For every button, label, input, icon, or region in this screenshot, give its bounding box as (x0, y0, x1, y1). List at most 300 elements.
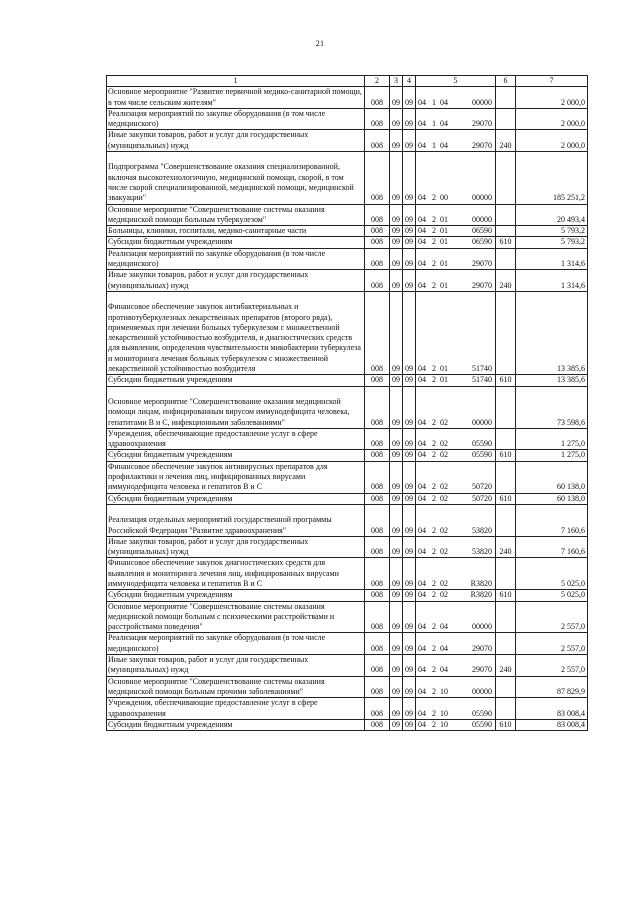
expense-type-code (496, 248, 516, 270)
table-row (107, 601, 588, 633)
page-number: 21 (315, 39, 325, 48)
row-name: Иные закупки товаров, работ и услуг для государственных (муниципальных) нужд (107, 655, 365, 677)
section-code: 09 (390, 450, 403, 461)
amount-value: 13 385,6 (516, 375, 588, 386)
target-article-part-4: 29070 (472, 665, 492, 675)
table-row (107, 676, 588, 698)
target-article-code (416, 248, 496, 270)
amount-value: 83 008,4 (516, 719, 588, 730)
target-article-code (416, 493, 496, 504)
target-article-part-2: 2 (432, 622, 436, 632)
target-article-part-4: 29070 (472, 140, 492, 150)
target-article-part-2: 2 (432, 547, 436, 557)
target-article-part-2: 2 (432, 417, 436, 427)
amount-value: 1 314,6 (516, 270, 588, 292)
target-article-part-4: 51740 (472, 364, 492, 374)
subsection-code: 09 (403, 450, 416, 461)
target-article-part-1: 04 (418, 643, 426, 653)
target-article-part-1: 04 (418, 482, 426, 492)
amount-value: 2 000,0 (516, 87, 588, 109)
row-name: Больницы, клиники, госпитали, медико-санитарные части (107, 226, 365, 237)
row-name: Основное мероприятие "Совершенствование системы оказания медицинской помощи больным с психическими расстройствами и расстройствами поведения" (107, 601, 365, 633)
target-article-part-3: 04 (440, 140, 448, 150)
section-code: 09 (390, 270, 403, 292)
table-row (107, 461, 588, 493)
section-code: 09 (390, 152, 403, 205)
target-article-parts (416, 547, 495, 557)
row-name: Субсидии бюджетным учреждениям (107, 450, 365, 461)
target-article-code (416, 226, 496, 237)
target-article-part-3: 00 (440, 193, 448, 203)
target-article-part-2: 2 (432, 482, 436, 492)
target-article-part-4: 50720 (472, 482, 492, 492)
section-code: 09 (390, 633, 403, 655)
section-code: 09 (390, 237, 403, 248)
amount-value: 2 557,0 (516, 601, 588, 633)
subsection-code: 09 (403, 590, 416, 601)
subsection-code: 09 (403, 226, 416, 237)
table-row (107, 87, 588, 109)
target-article-part-3: 04 (440, 97, 448, 107)
target-article-code (416, 375, 496, 386)
section-code: 09 (390, 291, 403, 374)
expense-type-code (496, 558, 516, 590)
section-code: 09 (390, 655, 403, 677)
target-article-parts (416, 622, 495, 632)
expense-type-code: 240 (496, 655, 516, 677)
subsection-code: 09 (403, 291, 416, 374)
expense-type-code (496, 601, 516, 633)
target-article-part-3: 01 (440, 237, 448, 247)
header-col-7: 7 (516, 76, 588, 87)
subsection-code: 09 (403, 558, 416, 590)
section-code: 09 (390, 590, 403, 601)
target-article-code (416, 428, 496, 450)
table-row (107, 558, 588, 590)
row-name: Субсидии бюджетным учреждениям (107, 493, 365, 504)
amount-value: 13 385,6 (516, 291, 588, 374)
section-code: 09 (390, 204, 403, 226)
target-article-parts (416, 193, 495, 203)
row-name: Реализация отдельных мероприятий государственной программы Российской Федерации "Развитие здравоохранения" (107, 504, 365, 536)
target-article-part-3: 10 (440, 719, 448, 729)
expense-type-code (496, 676, 516, 698)
target-article-part-4: 06590 (472, 226, 492, 236)
target-article-part-4: 29070 (472, 259, 492, 269)
target-article-part-1: 04 (418, 708, 426, 718)
expense-type-code (496, 428, 516, 450)
target-article-code (416, 536, 496, 558)
subsection-code: 09 (403, 386, 416, 428)
row-name: Реализация мероприятий по закупке оборудования (в том числе медицинского) (107, 108, 365, 130)
table-row (107, 152, 588, 205)
amount-value: 60 138,0 (516, 461, 588, 493)
ministry-code: 008 (365, 558, 390, 590)
ministry-code: 008 (365, 719, 390, 730)
ministry-code: 008 (365, 237, 390, 248)
row-name: Реализация мероприятий по закупке оборудования (в том числе медицинского) (107, 248, 365, 270)
amount-value: 73 598,6 (516, 386, 588, 428)
target-article-parts (416, 364, 495, 374)
amount-value: 1 275,0 (516, 450, 588, 461)
section-code: 09 (390, 375, 403, 386)
subsection-code: 09 (403, 601, 416, 633)
target-article-part-3: 01 (440, 214, 448, 224)
row-name: Иные закупки товаров, работ и услуг для государственных (муниципальных) нужд (107, 130, 365, 152)
target-article-part-2: 2 (432, 525, 436, 535)
target-article-parts (416, 720, 495, 730)
target-article-parts (416, 141, 495, 151)
target-article-parts (416, 375, 495, 385)
target-article-code (416, 204, 496, 226)
target-article-part-4: 00000 (472, 686, 492, 696)
target-article-part-3: 02 (440, 439, 448, 449)
row-name: Субсидии бюджетным учреждениям (107, 719, 365, 730)
row-name: Учреждения, обеспечивающие предоставление услуг в сфере здравоохранения (107, 428, 365, 450)
target-article-code (416, 291, 496, 374)
target-article-part-1: 04 (418, 97, 426, 107)
table-row (107, 108, 588, 130)
target-article-part-1: 04 (418, 417, 426, 427)
target-article-part-2: 1 (432, 97, 436, 107)
subsection-code: 09 (403, 676, 416, 698)
table-row (107, 450, 588, 461)
amount-value: 83 008,4 (516, 698, 588, 720)
target-article-part-1: 04 (418, 578, 426, 588)
target-article-part-1: 04 (418, 119, 426, 129)
target-article-part-4: R3820 (470, 578, 492, 588)
target-article-parts (416, 226, 495, 236)
subsection-code: 09 (403, 504, 416, 536)
target-article-parts (416, 482, 495, 492)
subsection-code: 09 (403, 633, 416, 655)
ministry-code: 008 (365, 226, 390, 237)
target-article-part-2: 2 (432, 237, 436, 247)
target-article-code (416, 461, 496, 493)
expense-type-code: 610 (496, 450, 516, 461)
amount-value: 5 025,0 (516, 590, 588, 601)
table-row (107, 655, 588, 677)
ministry-code: 008 (365, 601, 390, 633)
header-col-1: 1 (107, 76, 365, 87)
table-row (107, 633, 588, 655)
target-article-part-3: 04 (440, 643, 448, 653)
table-row (107, 226, 588, 237)
table-body (107, 87, 588, 731)
ministry-code: 008 (365, 428, 390, 450)
row-name: Учреждения, обеспечивающие предоставление услуг в сфере здравоохранения (107, 698, 365, 720)
target-article-code (416, 633, 496, 655)
target-article-code (416, 450, 496, 461)
target-article-part-3: 01 (440, 226, 448, 236)
expense-type-code: 610 (496, 375, 516, 386)
target-article-part-2: 2 (432, 708, 436, 718)
amount-value: 87 829,9 (516, 676, 588, 698)
row-name: Основное мероприятие "Совершенствование системы оказания медицинской помощи больным прочими заболеваниями" (107, 676, 365, 698)
expense-type-code (496, 152, 516, 205)
row-name: Основное мероприятие "Развитие первичной медико-санитарной помощи, в том числе сельским жителям" (107, 87, 365, 109)
ministry-code: 008 (365, 270, 390, 292)
target-article-part-3: 01 (440, 364, 448, 374)
target-article-code (416, 504, 496, 536)
target-article-part-4: 53820 (472, 547, 492, 557)
target-article-parts (416, 665, 495, 675)
target-article-parts (416, 439, 495, 449)
target-article-part-4: 53820 (472, 525, 492, 535)
row-name: Подпрограмма "Совершенствование оказания специализированной, включая высокотехнологичную, медицинской помощи, скорой, в том числе скорой специализированной, медицинской помощи, медицинской эвакуации" (107, 152, 365, 205)
ministry-code: 008 (365, 655, 390, 677)
subsection-code: 09 (403, 248, 416, 270)
target-article-part-4: 05590 (472, 450, 492, 460)
table-row (107, 428, 588, 450)
expense-type-code (496, 461, 516, 493)
target-article-part-4: 00000 (472, 417, 492, 427)
expense-type-code (496, 108, 516, 130)
amount-value: 2 000,0 (516, 108, 588, 130)
target-article-code (416, 270, 496, 292)
target-article-part-3: 10 (440, 708, 448, 718)
expense-type-code: 240 (496, 536, 516, 558)
target-article-parts (416, 450, 495, 460)
target-article-part-2: 2 (432, 439, 436, 449)
target-article-part-3: 10 (440, 686, 448, 696)
table-row (107, 504, 588, 536)
target-article-part-3: 02 (440, 493, 448, 503)
section-code: 09 (390, 536, 403, 558)
subsection-code: 09 (403, 108, 416, 130)
row-name: Основное мероприятие "Совершенствование оказания медицинской помощи лицам, инфицированным вирусом иммунодефицита человека, гепатитами В и С, инфекционными заболеваниями" (107, 386, 365, 428)
target-article-part-4: 00000 (472, 193, 492, 203)
target-article-part-4: 00000 (472, 214, 492, 224)
target-article-parts (416, 590, 495, 600)
target-article-parts (416, 215, 495, 225)
target-article-parts (416, 687, 495, 697)
ministry-code: 008 (365, 204, 390, 226)
expense-type-code: 610 (496, 237, 516, 248)
section-code: 09 (390, 428, 403, 450)
row-name: Финансовое обеспечение закупок антивирусных препаратов для профилактики и лечения лиц, инфицированных вирусами иммунодефицита человека и гепатитов В и С (107, 461, 365, 493)
target-article-part-1: 04 (418, 525, 426, 535)
section-code: 09 (390, 504, 403, 536)
table-row (107, 536, 588, 558)
amount-value: 185 251,2 (516, 152, 588, 205)
subsection-code: 09 (403, 655, 416, 677)
expense-type-code (496, 291, 516, 374)
target-article-part-1: 04 (418, 493, 426, 503)
target-article-part-2: 2 (432, 686, 436, 696)
target-article-part-2: 2 (432, 375, 436, 385)
target-article-part-4: 29070 (472, 119, 492, 129)
row-name: Иные закупки товаров, работ и услуг для государственных (муниципальных) нужд (107, 536, 365, 558)
section-code: 09 (390, 676, 403, 698)
section-code: 09 (390, 226, 403, 237)
target-article-part-2: 2 (432, 590, 436, 600)
target-article-parts (416, 418, 495, 428)
section-code: 09 (390, 87, 403, 109)
target-article-part-2: 2 (432, 450, 436, 460)
table-row (107, 130, 588, 152)
target-article-part-2: 2 (432, 493, 436, 503)
target-article-parts (416, 119, 495, 129)
subsection-code: 09 (403, 152, 416, 205)
target-article-parts (416, 494, 495, 504)
target-article-part-3: 02 (440, 525, 448, 535)
target-article-part-4: 00000 (472, 622, 492, 632)
amount-value: 5 025,0 (516, 558, 588, 590)
amount-value: 1 314,6 (516, 248, 588, 270)
expense-type-code (496, 204, 516, 226)
subsection-code: 09 (403, 719, 416, 730)
ministry-code: 008 (365, 504, 390, 536)
subsection-code: 09 (403, 204, 416, 226)
table-row (107, 590, 588, 601)
expense-type-code: 610 (496, 590, 516, 601)
target-article-part-1: 04 (418, 590, 426, 600)
header-col-6: 6 (496, 76, 516, 87)
ministry-code: 008 (365, 633, 390, 655)
subsection-code: 09 (403, 461, 416, 493)
target-article-part-3: 02 (440, 482, 448, 492)
target-article-part-2: 2 (432, 364, 436, 374)
section-code: 09 (390, 719, 403, 730)
target-article-part-1: 04 (418, 665, 426, 675)
target-article-part-4: 50720 (472, 493, 492, 503)
target-article-part-4: 51740 (472, 375, 492, 385)
ministry-code: 008 (365, 291, 390, 374)
target-article-code (416, 601, 496, 633)
target-article-code (416, 386, 496, 428)
target-article-code (416, 152, 496, 205)
target-article-part-3: 01 (440, 280, 448, 290)
table-row (107, 493, 588, 504)
table-row (107, 291, 588, 374)
target-article-part-3: 02 (440, 450, 448, 460)
ministry-code: 008 (365, 493, 390, 504)
ministry-code: 008 (365, 248, 390, 270)
target-article-part-2: 2 (432, 665, 436, 675)
target-article-part-3: 02 (440, 590, 448, 600)
header-row (107, 76, 588, 87)
expense-type-code (496, 386, 516, 428)
ministry-code: 008 (365, 461, 390, 493)
ministry-code: 008 (365, 536, 390, 558)
target-article-parts (416, 644, 495, 654)
target-article-part-1: 04 (418, 237, 426, 247)
target-article-part-4: 05590 (472, 439, 492, 449)
section-code: 09 (390, 108, 403, 130)
target-article-part-1: 04 (418, 375, 426, 385)
section-code: 09 (390, 698, 403, 720)
target-article-code (416, 87, 496, 109)
ministry-code: 008 (365, 590, 390, 601)
table-row (107, 270, 588, 292)
subsection-code: 09 (403, 536, 416, 558)
target-article-part-1: 04 (418, 719, 426, 729)
target-article-part-1: 04 (418, 280, 426, 290)
expense-type-code: 240 (496, 270, 516, 292)
ministry-code: 008 (365, 375, 390, 386)
target-article-part-2: 2 (432, 280, 436, 290)
target-article-parts (416, 98, 495, 108)
target-article-part-4: R3820 (470, 590, 492, 600)
expense-type-code (496, 504, 516, 536)
row-name: Основное мероприятие "Совершенствование системы оказания медицинской помощи больным туберкулезом" (107, 204, 365, 226)
subsection-code: 09 (403, 493, 416, 504)
expense-type-code (496, 633, 516, 655)
subsection-code: 09 (403, 237, 416, 248)
expense-type-code (496, 87, 516, 109)
target-article-code (416, 237, 496, 248)
section-code: 09 (390, 248, 403, 270)
expense-type-code: 240 (496, 130, 516, 152)
target-article-part-4: 05590 (472, 719, 492, 729)
subsection-code: 09 (403, 698, 416, 720)
target-article-part-1: 04 (418, 226, 426, 236)
target-article-part-3: 04 (440, 622, 448, 632)
target-article-part-3: 01 (440, 259, 448, 269)
header-col-3: 3 (390, 76, 403, 87)
row-name: Реализация мероприятий по закупке оборудования (в том числе медицинского) (107, 633, 365, 655)
target-article-code (416, 719, 496, 730)
target-article-part-2: 2 (432, 193, 436, 203)
target-article-code (416, 558, 496, 590)
subsection-code: 09 (403, 130, 416, 152)
amount-value: 7 160,6 (516, 504, 588, 536)
amount-value: 1 275,0 (516, 428, 588, 450)
target-article-parts (416, 237, 495, 247)
amount-value: 60 138,0 (516, 493, 588, 504)
section-code: 09 (390, 493, 403, 504)
target-article-part-1: 04 (418, 364, 426, 374)
ministry-code: 008 (365, 87, 390, 109)
target-article-part-1: 04 (418, 193, 426, 203)
expense-type-code (496, 226, 516, 237)
target-article-parts (416, 259, 495, 269)
section-code: 09 (390, 130, 403, 152)
row-name: Субсидии бюджетным учреждениям (107, 590, 365, 601)
amount-value: 2 557,0 (516, 633, 588, 655)
target-article-part-4: 29070 (472, 280, 492, 290)
target-article-code (416, 655, 496, 677)
subsection-code: 09 (403, 375, 416, 386)
target-article-code (416, 676, 496, 698)
row-name: Финансовое обеспечение закупок диагностических средств для выявления и мониторинга лечения лиц, инфицированных вирусами иммунодефицита человека и гепатитов В и С (107, 558, 365, 590)
target-article-parts (416, 526, 495, 536)
table-row (107, 237, 588, 248)
target-article-code (416, 698, 496, 720)
target-article-part-1: 04 (418, 140, 426, 150)
header-col-4: 4 (403, 76, 416, 87)
amount-value: 5 793,2 (516, 226, 588, 237)
target-article-part-2: 2 (432, 259, 436, 269)
target-article-part-1: 04 (418, 622, 426, 632)
target-article-part-2: 2 (432, 643, 436, 653)
header-col-2: 2 (365, 76, 390, 87)
section-code: 09 (390, 386, 403, 428)
table-row (107, 719, 588, 730)
budget-table (106, 75, 588, 731)
ministry-code: 008 (365, 698, 390, 720)
ministry-code: 008 (365, 152, 390, 205)
target-article-part-3: 04 (440, 665, 448, 675)
row-name: Субсидии бюджетным учреждениям (107, 237, 365, 248)
ministry-code: 008 (365, 386, 390, 428)
target-article-parts (416, 579, 495, 589)
target-article-part-3: 02 (440, 578, 448, 588)
target-article-part-4: 00000 (472, 97, 492, 107)
expense-type-code: 610 (496, 493, 516, 504)
target-article-code (416, 108, 496, 130)
